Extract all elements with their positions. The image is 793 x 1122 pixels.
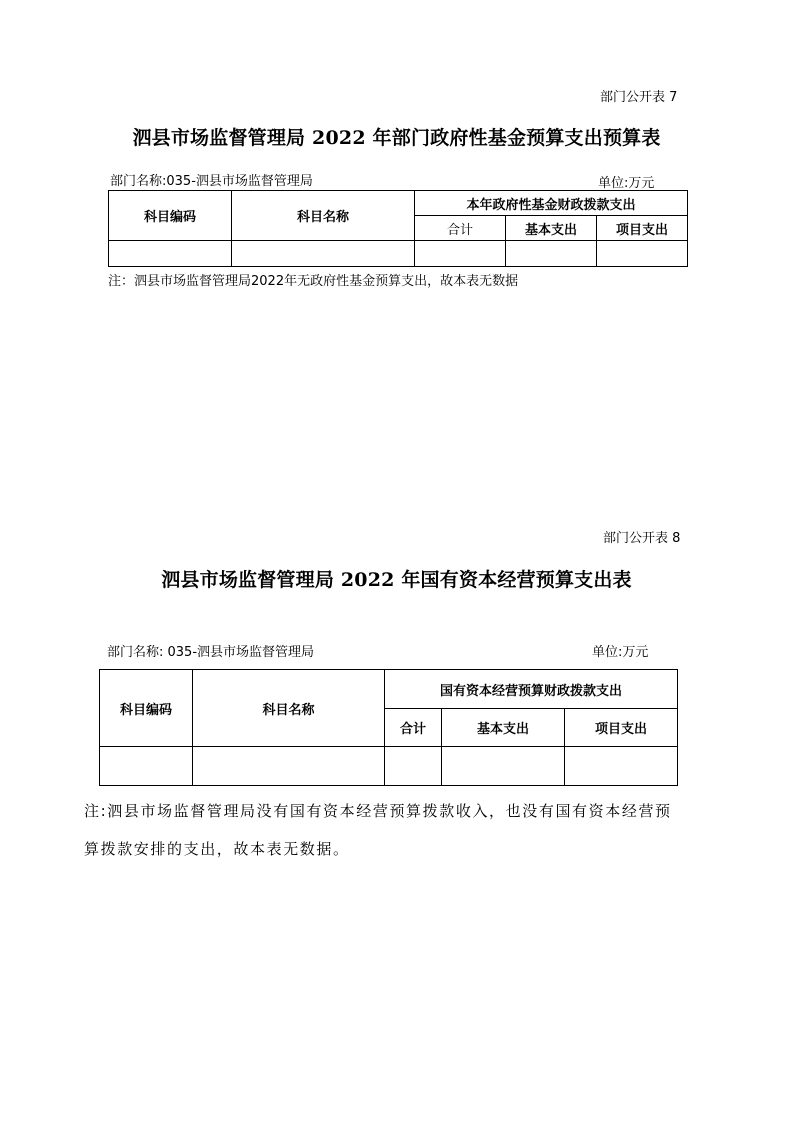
table-cell xyxy=(109,241,232,267)
budget-table xyxy=(99,669,678,786)
header-group: 本年政府性基金财政拨款支出 xyxy=(415,191,688,216)
table-cell xyxy=(415,241,506,267)
header-subject-code: 科目编码 xyxy=(100,670,193,747)
table-row xyxy=(100,747,678,786)
table-cell xyxy=(442,747,565,786)
unit-label: 单位:万元 xyxy=(598,176,655,191)
table-cell xyxy=(597,241,688,267)
header-basic-expense: 基本支出 xyxy=(442,709,565,747)
table-cell xyxy=(506,241,597,267)
budget-table xyxy=(108,190,688,267)
table-cell xyxy=(565,747,678,786)
header-group: 国有资本经营预算财政拨款支出 xyxy=(385,670,678,709)
header-total: 合计 xyxy=(415,216,506,241)
table-cell xyxy=(100,747,193,786)
unit-label: 单位:万元 xyxy=(592,645,649,660)
department-name: 部门名称: 035-泗县市场监督管理局 xyxy=(107,645,315,660)
header-total: 合计 xyxy=(385,709,442,747)
table-tag: 部门公开表 7 xyxy=(600,90,678,105)
header-subject-name: 科目名称 xyxy=(232,191,415,241)
table-note: 注：泗县市场监督管理局2022年无政府性基金预算支出，故本表无数据 xyxy=(108,274,519,289)
table-cell xyxy=(385,747,442,786)
header-subject-name: 科目名称 xyxy=(193,670,385,747)
table-note: 注:泗县市场监督管理局没有国有资本经营预算拨款收入，也没有国有资本经营预算拨款安排的支出，故本表无数据。 xyxy=(84,802,672,858)
page-title: 泗县市场监督管理局 2022 年国有资本经营预算支出表 xyxy=(161,569,632,591)
page-title: 泗县市场监督管理局 2022 年部门政府性基金预算支出预算表 xyxy=(132,127,661,149)
header-project-expense: 项目支出 xyxy=(565,709,678,747)
table-row xyxy=(109,241,688,267)
header-subject-code: 科目编码 xyxy=(109,191,232,241)
table-tag: 部门公开表 8 xyxy=(603,531,681,546)
table-cell xyxy=(232,241,415,267)
header-basic-expense: 基本支出 xyxy=(506,216,597,241)
header-project-expense: 项目支出 xyxy=(597,216,688,241)
table-cell xyxy=(193,747,385,786)
department-name: 部门名称:035-泗县市场监督管理局 xyxy=(110,174,313,189)
